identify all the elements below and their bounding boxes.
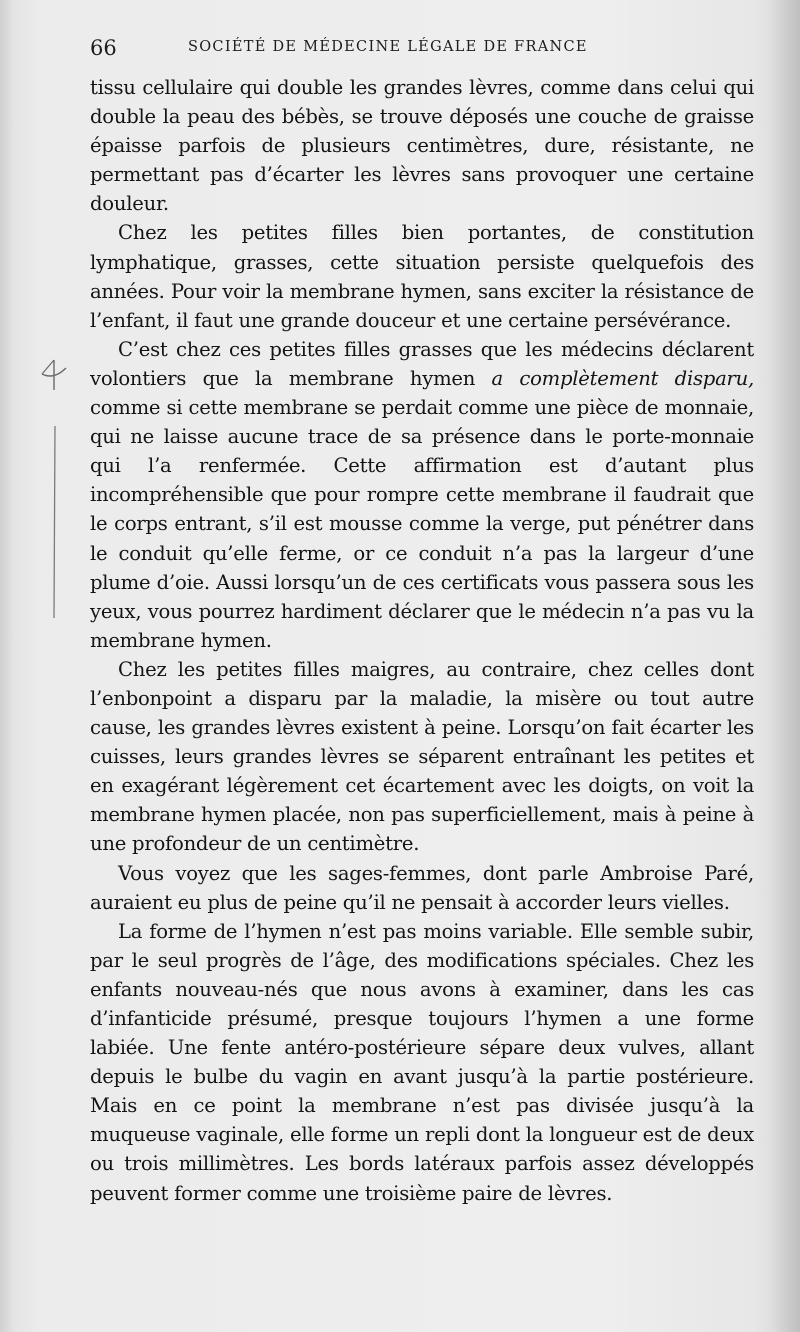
paragraph-4: Chez les petites filles maigres, au contraire, chez celles dont l’enbonpoint a disparu par la maladie, la misère ou tout autre cause, les grandes lèvres existent à peine. Lorsqu’on fait écarter les cuisses, leurs grandes lèvres se séparent entraînant les petites et en exagérant légèrement cet écartement avec les doigts, on voit la membrane hymen placée, non pas superficiellement, mais à peine à une profondeur de un centimètre. bbox=[90, 657, 754, 856]
paragraph-1: tissu cellulaire qui double les grandes lèvres, comme dans celui qui double la peau des bébès, se trouve déposés une couche de graisse épaisse parfois de plusieurs centimètres, dure, résistante, ne permettant pas d’écarter les lèvres sans provoquer une certaine douleur. bbox=[90, 76, 754, 216]
paragraph-3-text-start: C’est chez ces petites filles grasses que les médecins déclarent volontiers que la membrane hymen bbox=[90, 337, 754, 390]
paragraph-6: La forme de l’hymen n’est pas moins variable. Elle semble subir, par le seul progrès de l’âge, des modifications spéciales. Chez les enfants nouveau-nés que nous avons à examiner, dans les cas d’infanticide présumé, presque toujours l’hymen a une forme labiée. Une fente antéro-postérieure sépare deux vulves, allant depuis le bulbe du vagin en avant jusqu’à la partie postérieure. Mais en ce point la membrane n’est pas divisée jusqu’à la muqueuse vaginale, elle forme un repli dont la longueur est de deux ou trois millimètres. Les bords latéraux parfois assez développés peuvent former comme une troisième paire de lèvres. bbox=[90, 919, 754, 1205]
paragraph-3 bbox=[90, 335, 754, 655]
paragraph-5: Vous voyez que les sages-femmes, dont parle Ambroise Paré, auraient eu plus de peine qu’il ne pensait à accorder leurs vielles. bbox=[90, 861, 754, 914]
paragraph-3-emphasis: a complètement disparu, bbox=[491, 366, 754, 390]
running-head-title: SOCIÉTÉ DE MÉDECINE LÉGALE DE FRANCE bbox=[188, 39, 588, 55]
paragraph-2: Chez les petites filles bien portantes, de constitution lymphatique, grasses, cette situation persiste quelquefois des années. Pour voir la membrane hymen, sans exciter la résistance de l’enfant, il faut une grande douceur et une certaine persévérance. bbox=[90, 221, 754, 332]
paragraph-3-text-end: comme si cette membrane se perdait comme une pièce de monnaie, qui ne laisse aucune trace de sa présence dans le porte-monnaie qui l’a renfermée. Cette affirmation est d’autant plus incompréhensible que pour rompre cette membrane il faudrait que le corps entrant, s’il est mousse comme la verge, put pénétrer dans le conduit qu’elle ferme, or ce conduit n’a pas la largeur d’une plume d’oie. Aussi lorsqu’un de ces certificats vous passera sous les yeux, vous pourrez hardiment déclarer que le médecin n’a pas vu la membrane hymen. bbox=[90, 396, 754, 652]
page-number: 66 bbox=[90, 36, 117, 60]
running-head bbox=[90, 34, 760, 64]
body-text bbox=[90, 73, 754, 1208]
pencil-margin-annotation bbox=[34, 356, 74, 626]
page-edge-shadow bbox=[754, 0, 800, 1332]
